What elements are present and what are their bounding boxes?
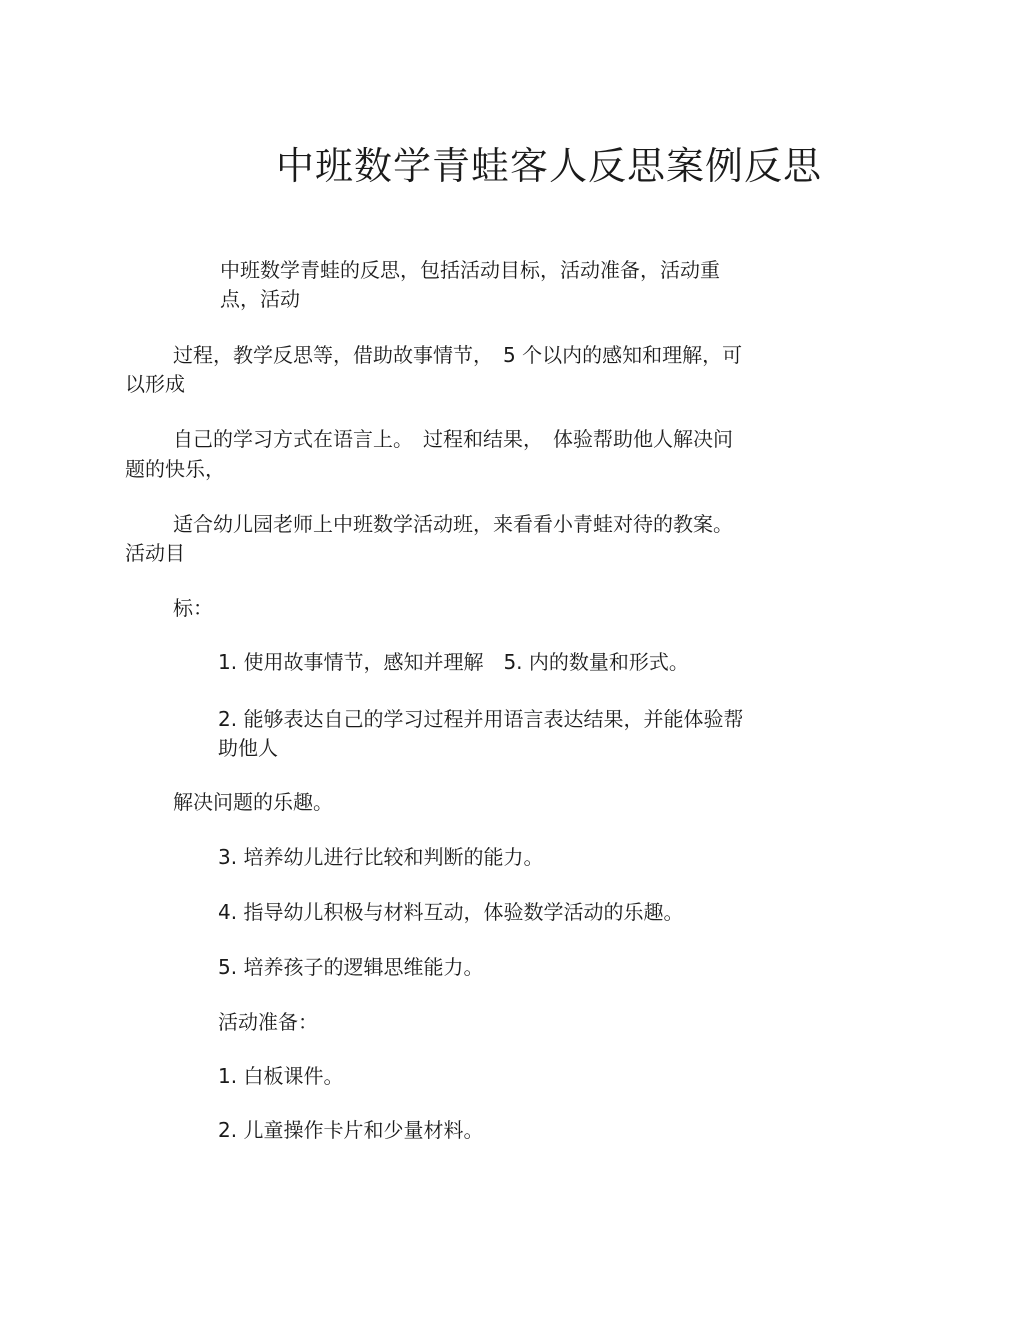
preparation-item-2: 2. 儿童操作卡片和少量材料。: [218, 1118, 484, 1142]
paragraph-5: 标：: [173, 596, 213, 620]
goal-item-4: 4. 指导幼儿积极与材料互动，体验数学活动的乐趣。: [218, 900, 684, 924]
paragraph-4-line-2: 活动目: [125, 541, 185, 565]
goal-item-5: 5. 培养孩子的逻辑思维能力。: [218, 955, 484, 979]
paragraph-3-line-1: 自己的学习方式在语言上。 过程和结果， 体验帮助他人解决问: [173, 427, 733, 451]
goal-item-2-line-2: 助他人: [218, 736, 278, 760]
goal-item-2-line-1: 2. 能够表达自己的学习过程并用语言表达结果，并能体验帮: [218, 707, 744, 731]
preparation-item-1: 1. 白板课件。: [218, 1064, 344, 1088]
intro-line-2: 点，活动: [220, 287, 300, 311]
goal-item-2-line-3: 解决问题的乐趣。: [173, 790, 333, 814]
goal-item-1: 1. 使用故事情节，感知并理解 5. 内的数量和形式。: [218, 650, 689, 674]
paragraph-2-line-2: 以形成: [125, 372, 185, 396]
paragraph-3-line-2: 题的快乐，: [125, 457, 225, 481]
document-title: 中班数学青蛙客人反思案例反思: [276, 144, 823, 188]
intro-line-1: 中班数学青蛙的反思，包括活动目标，活动准备，活动重: [220, 258, 720, 282]
paragraph-4-line-1: 适合幼儿园老师上中班数学活动班，来看看小青蛙对待的教案。: [173, 512, 733, 536]
preparation-heading: 活动准备：: [218, 1010, 318, 1034]
paragraph-2-line-1: 过程，教学反思等，借助故事情节， 5 个以内的感知和理解，可: [173, 343, 743, 367]
goal-item-3: 3. 培养幼儿进行比较和判断的能力。: [218, 845, 544, 869]
